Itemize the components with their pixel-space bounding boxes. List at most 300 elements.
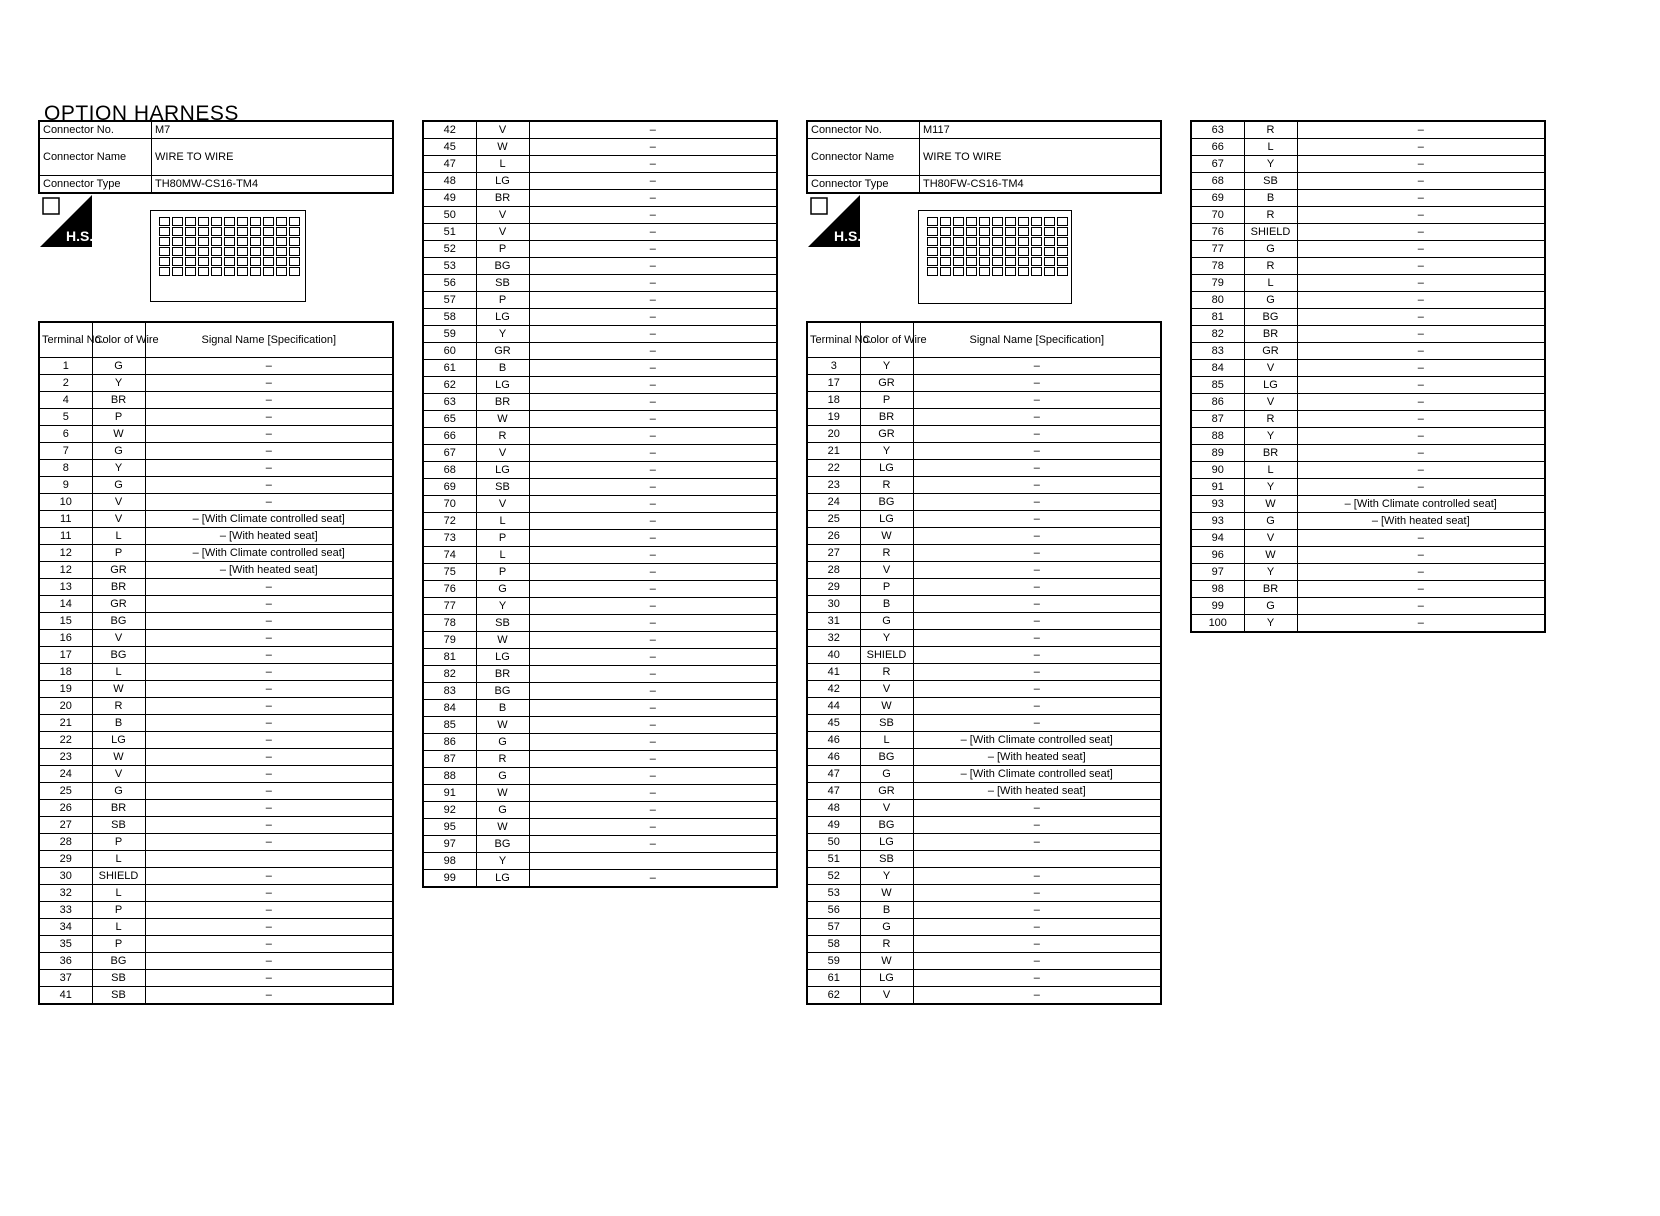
signal-name-cell: – — [529, 530, 777, 547]
table-row — [423, 564, 777, 581]
wire-color-cell: V — [92, 766, 145, 783]
signal-name-header: Signal Name [Specification] — [913, 322, 1161, 358]
terminal-no-cell: 93 — [1191, 496, 1244, 513]
connector-pin — [1031, 217, 1042, 226]
connector-pin — [966, 267, 977, 276]
terminal-no-cell: 25 — [807, 511, 860, 528]
signal-name-cell: – — [529, 479, 777, 496]
table-row — [39, 800, 393, 817]
wire-color-cell: W — [860, 953, 913, 970]
connector-pin-grid — [927, 217, 1069, 276]
terminal-no-cell: 24 — [807, 494, 860, 511]
signal-name-cell: – — [913, 460, 1161, 477]
terminal-no-cell: 77 — [1191, 241, 1244, 258]
terminal-table-m7-part1 — [38, 321, 394, 1005]
table-row — [39, 681, 393, 698]
connector-pin — [185, 267, 196, 276]
signal-name-cell: – — [913, 613, 1161, 630]
terminal-no-cell: 76 — [1191, 224, 1244, 241]
table-row — [1191, 360, 1545, 377]
table-row — [1191, 224, 1545, 241]
terminal-no-cell: 20 — [807, 426, 860, 443]
connector-pin — [198, 267, 209, 276]
wire-color-cell: SB — [92, 970, 145, 987]
wire-color-cell: R — [1244, 258, 1297, 275]
signal-name-cell: – — [1297, 377, 1545, 394]
terminal-no-cell: 29 — [807, 579, 860, 596]
table-row — [1191, 258, 1545, 275]
table-row — [423, 360, 777, 377]
terminal-no-cell: 22 — [807, 460, 860, 477]
terminal-no-cell: 37 — [39, 970, 92, 987]
connector-pin — [940, 237, 951, 246]
table-row — [423, 156, 777, 173]
wire-color-cell: BR — [1244, 581, 1297, 598]
connector-pin — [224, 227, 235, 236]
terminal-no-cell: 26 — [807, 528, 860, 545]
signal-name-cell: – — [529, 156, 777, 173]
connector-pin — [172, 267, 183, 276]
terminal-no-cell: 34 — [39, 919, 92, 936]
terminal-no-cell: 26 — [39, 800, 92, 817]
connector-type-label: Connector Type — [39, 176, 152, 194]
terminal-table-m7-part2 — [422, 120, 778, 888]
signal-name-cell: – — [145, 358, 393, 375]
hs-badge-icon — [40, 195, 92, 247]
signal-name-cell: – — [145, 766, 393, 783]
signal-name-cell: – — [145, 647, 393, 664]
terminal-no-cell: 47 — [807, 766, 860, 783]
wire-color-cell: L — [92, 919, 145, 936]
terminal-no-cell: 90 — [1191, 462, 1244, 479]
signal-name-cell: – — [1297, 343, 1545, 360]
wire-color-cell: SB — [860, 851, 913, 868]
signal-name-cell: – — [529, 241, 777, 258]
wire-color-cell: BG — [476, 683, 529, 700]
table-row — [1191, 513, 1545, 530]
table-row — [807, 460, 1161, 477]
connector-pin — [1044, 247, 1055, 256]
wire-color-cell: P — [476, 241, 529, 258]
signal-name-cell: – — [913, 681, 1161, 698]
wire-color-cell: W — [92, 749, 145, 766]
signal-name-cell: – — [913, 953, 1161, 970]
connector-pin — [289, 237, 300, 246]
terminal-no-cell: 67 — [1191, 156, 1244, 173]
connector-pin — [211, 227, 222, 236]
terminal-no-cell: 99 — [423, 870, 476, 888]
connector-pin — [1031, 267, 1042, 276]
terminal-no-cell: 44 — [807, 698, 860, 715]
signal-name-cell: – — [913, 715, 1161, 732]
table-row — [39, 970, 393, 987]
connector-pin — [263, 257, 274, 266]
table-row — [807, 630, 1161, 647]
connector-pin — [224, 267, 235, 276]
terminal-no-cell: 52 — [423, 241, 476, 258]
wire-color-cell: Y — [1244, 156, 1297, 173]
table-row — [423, 241, 777, 258]
connector-pin — [1005, 217, 1016, 226]
table-row — [39, 766, 393, 783]
table-row — [39, 511, 393, 528]
wire-color-cell: Y — [1244, 615, 1297, 633]
terminal-no-cell: 82 — [1191, 326, 1244, 343]
signal-name-cell: – — [1297, 190, 1545, 207]
terminal-no-cell: 63 — [423, 394, 476, 411]
signal-name-cell: – — [913, 443, 1161, 460]
connector-pin — [185, 257, 196, 266]
table-row — [39, 817, 393, 834]
wire-color-cell: P — [92, 936, 145, 953]
signal-name-cell: – — [145, 732, 393, 749]
table-row — [807, 545, 1161, 562]
terminal-no-cell: 76 — [423, 581, 476, 598]
terminal-no-cell: 33 — [39, 902, 92, 919]
table-row — [423, 121, 777, 139]
terminal-no-header: Terminal No. — [807, 322, 860, 358]
signal-name-cell: – — [913, 970, 1161, 987]
table-row — [39, 477, 393, 494]
terminal-no-cell: 96 — [1191, 547, 1244, 564]
wire-color-cell: V — [860, 987, 913, 1005]
table-row — [423, 292, 777, 309]
table-row — [1191, 564, 1545, 581]
table-row — [1191, 530, 1545, 547]
wire-color-cell: SB — [1244, 173, 1297, 190]
table-row — [807, 936, 1161, 953]
terminal-no-cell: 47 — [423, 156, 476, 173]
terminal-no-cell: 17 — [39, 647, 92, 664]
wire-color-cell: Y — [1244, 428, 1297, 445]
signal-name-cell: – [With Climate controlled seat] — [145, 545, 393, 562]
signal-name-cell: – — [1297, 156, 1545, 173]
connector-pin — [224, 257, 235, 266]
terminal-no-cell: 66 — [423, 428, 476, 445]
wire-color-cell: G — [92, 477, 145, 494]
page-title: OPTION HARNESS — [44, 102, 239, 125]
signal-name-cell: – [With Climate controlled seat] — [913, 766, 1161, 783]
connector-pin — [263, 267, 274, 276]
terminal-no-cell: 98 — [423, 853, 476, 870]
wire-color-cell: BR — [476, 666, 529, 683]
table-row — [39, 987, 393, 1005]
wire-color-cell: SB — [92, 987, 145, 1005]
connector-pin — [289, 227, 300, 236]
table-row — [1191, 496, 1545, 513]
signal-name-cell: – — [913, 630, 1161, 647]
terminal-no-cell: 14 — [39, 596, 92, 613]
table-row — [39, 698, 393, 715]
table-row — [807, 494, 1161, 511]
wire-color-cell: R — [860, 545, 913, 562]
connector-pin — [185, 217, 196, 226]
terminal-no-cell: 21 — [39, 715, 92, 732]
table-row — [39, 443, 393, 460]
wire-color-cell: G — [1244, 292, 1297, 309]
signal-name-cell: – — [913, 494, 1161, 511]
connector-pin — [172, 217, 183, 226]
connector-pin — [953, 217, 964, 226]
signal-name-cell: – — [529, 649, 777, 666]
terminal-no-cell: 70 — [1191, 207, 1244, 224]
wire-color-cell: G — [860, 766, 913, 783]
signal-name-cell: – — [529, 768, 777, 785]
connector-m117-info-table — [806, 120, 1162, 194]
table-row — [423, 326, 777, 343]
connector-pin — [1005, 257, 1016, 266]
table-row — [423, 615, 777, 632]
signal-name-cell: – — [145, 902, 393, 919]
wire-color-cell: B — [1244, 190, 1297, 207]
table-row — [39, 647, 393, 664]
connector-pin — [185, 237, 196, 246]
connector-pin — [198, 217, 209, 226]
signal-name-cell: – — [913, 426, 1161, 443]
connector-pin — [1044, 227, 1055, 236]
table-row — [1191, 581, 1545, 598]
table-row — [39, 579, 393, 596]
signal-name-cell: – — [529, 190, 777, 207]
terminal-no-cell: 49 — [423, 190, 476, 207]
terminal-no-cell: 78 — [423, 615, 476, 632]
signal-name-cell: – — [145, 375, 393, 392]
wire-color-cell: GR — [860, 783, 913, 800]
wire-color-cell: V — [860, 800, 913, 817]
terminal-no-cell: 91 — [1191, 479, 1244, 496]
connector-pin — [276, 257, 287, 266]
terminal-no-cell: 1 — [39, 358, 92, 375]
signal-name-cell: – — [1297, 207, 1545, 224]
connector-pin — [992, 237, 1003, 246]
signal-name-cell: – — [529, 139, 777, 156]
signal-name-cell: – — [529, 683, 777, 700]
terminal-no-cell: 85 — [423, 717, 476, 734]
connector-pin — [211, 267, 222, 276]
connector-pin — [172, 257, 183, 266]
connector-pin — [211, 237, 222, 246]
terminal-no-cell: 42 — [423, 121, 476, 139]
connector-pin — [263, 237, 274, 246]
connector-pin — [979, 267, 990, 276]
terminal-no-cell: 23 — [807, 477, 860, 494]
wire-color-cell: GR — [860, 375, 913, 392]
table-row — [39, 936, 393, 953]
table-row — [1191, 598, 1545, 615]
terminal-no-cell: 15 — [39, 613, 92, 630]
signal-name-cell: – — [1297, 598, 1545, 615]
terminal-no-cell: 16 — [39, 630, 92, 647]
table-row — [423, 275, 777, 292]
table-row — [423, 309, 777, 326]
signal-name-cell: – — [145, 749, 393, 766]
terminal-no-cell: 92 — [423, 802, 476, 819]
signal-name-cell: – — [913, 800, 1161, 817]
connector-pin — [1018, 227, 1029, 236]
wire-color-cell: L — [476, 547, 529, 564]
terminal-no-cell: 41 — [807, 664, 860, 681]
connector-pin — [966, 227, 977, 236]
signal-name-cell: – [With heated seat] — [145, 562, 393, 579]
wire-color-cell: G — [92, 443, 145, 460]
wire-color-cell: B — [92, 715, 145, 732]
table-row — [807, 528, 1161, 545]
terminal-no-cell: 41 — [39, 987, 92, 1005]
terminal-no-cell: 65 — [423, 411, 476, 428]
connector-pin — [1044, 217, 1055, 226]
connector-pin — [237, 267, 248, 276]
terminal-no-cell: 56 — [807, 902, 860, 919]
wire-color-cell: V — [476, 496, 529, 513]
table-row — [1191, 343, 1545, 360]
terminal-no-cell: 61 — [423, 360, 476, 377]
terminal-no-cell: 56 — [423, 275, 476, 292]
wire-color-cell: L — [1244, 275, 1297, 292]
table-row — [807, 783, 1161, 800]
terminal-no-cell: 19 — [39, 681, 92, 698]
wire-color-cell: Y — [476, 853, 529, 870]
terminal-no-cell: 32 — [39, 885, 92, 902]
terminal-no-cell: 31 — [807, 613, 860, 630]
signal-name-cell: – [With Climate controlled seat] — [913, 732, 1161, 749]
connector-pin — [927, 237, 938, 246]
signal-name-cell: – — [145, 392, 393, 409]
table-row — [423, 819, 777, 836]
connector-pin — [172, 237, 183, 246]
connector-pin — [211, 257, 222, 266]
wire-color-cell: W — [476, 411, 529, 428]
signal-name-cell: – — [913, 936, 1161, 953]
table-row — [39, 630, 393, 647]
connector-pin — [979, 257, 990, 266]
wire-color-cell: LG — [92, 732, 145, 749]
signal-name-cell: – — [529, 819, 777, 836]
connector-pin — [927, 267, 938, 276]
table-row — [1191, 190, 1545, 207]
connector-pin — [250, 217, 261, 226]
connector-pin — [992, 267, 1003, 276]
signal-name-cell: – — [145, 800, 393, 817]
signal-name-cell: – — [529, 802, 777, 819]
terminal-no-cell: 69 — [1191, 190, 1244, 207]
table-row — [423, 343, 777, 360]
table-row — [1191, 547, 1545, 564]
table-row — [39, 664, 393, 681]
connector-pin — [211, 217, 222, 226]
terminal-no-cell: 89 — [1191, 445, 1244, 462]
wire-color-cell: W — [92, 681, 145, 698]
signal-name-cell: – [With Climate controlled seat] — [145, 511, 393, 528]
signal-name-cell: – — [913, 579, 1161, 596]
terminal-no-cell: 97 — [1191, 564, 1244, 581]
wire-color-cell: SB — [860, 715, 913, 732]
terminal-no-cell: 29 — [39, 851, 92, 868]
connector-m7-info-table — [38, 120, 394, 194]
table-row — [807, 919, 1161, 936]
terminal-no-cell: 46 — [807, 749, 860, 766]
wire-color-cell: Y — [860, 630, 913, 647]
signal-name-cell: – — [529, 121, 777, 139]
signal-name-cell: – — [529, 700, 777, 717]
terminal-no-cell: 9 — [39, 477, 92, 494]
wire-color-cell: Y — [1244, 479, 1297, 496]
signal-name-cell: – — [145, 664, 393, 681]
terminal-no-cell: 47 — [807, 783, 860, 800]
wire-color-cell: B — [476, 360, 529, 377]
table-row — [807, 987, 1161, 1005]
table-row — [807, 613, 1161, 630]
terminal-no-cell: 4 — [39, 392, 92, 409]
wire-color-cell: LG — [860, 460, 913, 477]
terminal-no-cell: 81 — [423, 649, 476, 666]
signal-name-cell: – — [145, 783, 393, 800]
connector-pin — [992, 227, 1003, 236]
terminal-no-cell: 45 — [423, 139, 476, 156]
table-row — [423, 224, 777, 241]
wire-color-cell: Y — [92, 460, 145, 477]
signal-name-cell: – — [145, 494, 393, 511]
table-row — [807, 885, 1161, 902]
table-row — [423, 428, 777, 445]
table-row — [1191, 139, 1545, 156]
signal-name-cell: – — [529, 258, 777, 275]
table-row — [423, 785, 777, 802]
connector-pin — [1018, 247, 1029, 256]
connector-pin — [940, 227, 951, 236]
wire-color-cell: BG — [476, 836, 529, 853]
connector-pin — [1044, 237, 1055, 246]
wire-color-cell: Y — [860, 868, 913, 885]
terminal-no-cell: 67 — [423, 445, 476, 462]
wire-color-cell: LG — [476, 377, 529, 394]
terminal-no-cell: 22 — [39, 732, 92, 749]
wire-color-cell: BG — [860, 494, 913, 511]
terminal-no-cell: 68 — [1191, 173, 1244, 190]
signal-name-cell: – — [913, 647, 1161, 664]
terminal-no-cell: 68 — [423, 462, 476, 479]
table-row — [807, 358, 1161, 375]
table-row — [807, 409, 1161, 426]
wire-color-cell: P — [92, 545, 145, 562]
table-row — [423, 173, 777, 190]
terminal-no-cell: 88 — [423, 768, 476, 785]
connector-pin — [237, 227, 248, 236]
terminal-no-cell: 6 — [39, 426, 92, 443]
connector-pin — [940, 267, 951, 276]
terminal-no-cell: 62 — [807, 987, 860, 1005]
connector-m117-diagram — [918, 210, 1072, 304]
table-row — [807, 698, 1161, 715]
wire-color-cell: V — [92, 630, 145, 647]
signal-name-cell: – — [913, 868, 1161, 885]
terminal-no-cell: 30 — [807, 596, 860, 613]
terminal-no-cell: 46 — [807, 732, 860, 749]
table-row — [807, 902, 1161, 919]
signal-name-cell: – — [1297, 360, 1545, 377]
terminal-no-cell: 66 — [1191, 139, 1244, 156]
connector-pin — [159, 227, 170, 236]
terminal-no-cell: 24 — [39, 766, 92, 783]
signal-name-cell: – — [913, 596, 1161, 613]
connector-pin — [940, 217, 951, 226]
connector-type-label: Connector Type — [807, 176, 920, 194]
wire-color-cell: SHIELD — [1244, 224, 1297, 241]
wire-color-cell: GR — [1244, 343, 1297, 360]
table-row — [39, 426, 393, 443]
connector-pin — [940, 257, 951, 266]
connector-pin — [198, 247, 209, 256]
table-row — [423, 530, 777, 547]
